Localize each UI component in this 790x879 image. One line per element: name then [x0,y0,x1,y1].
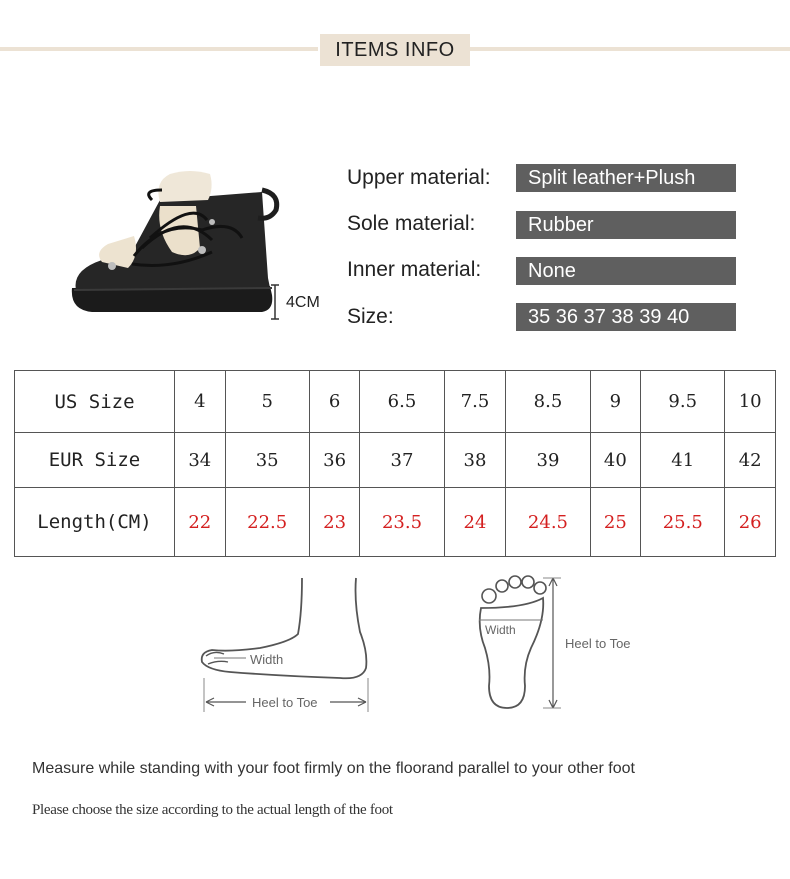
table-cell: 8.5 [506,371,590,433]
table-cell: 40 [590,433,641,488]
sole-length-label: Heel to Toe [565,636,631,651]
table-cell: 42 [725,433,776,488]
table-cell: 23.5 [360,488,444,557]
table-cell: 23 [309,488,360,557]
table-cell: 4 [175,371,226,433]
table-cell: 24.5 [506,488,590,557]
heel-height-label: 4CM [286,294,320,311]
size-chart-table [14,370,776,557]
header-line-left [0,47,318,51]
row-header-length: Length(CM) [15,488,175,557]
spec-value-upper: Split leather+Plush [516,164,736,192]
table-cell: 39 [506,433,590,488]
spec-label-sole: Sole material: [347,212,476,235]
table-cell: 41 [641,433,725,488]
table-cell: 36 [309,433,360,488]
table-cell: 5 [225,371,309,433]
foot-sole-diagram [455,568,665,718]
table-cell: 25 [590,488,641,557]
row-header-us: US Size [15,371,175,433]
row-header-eur: EUR Size [15,433,175,488]
boot-image [62,160,292,330]
measure-instruction: Measure while standing with your foot firmly on the floorand parallel to your other foot [32,760,635,777]
side-length-label: Heel to Toe [252,695,318,710]
table-cell: 6.5 [360,371,444,433]
table-cell: 9.5 [641,371,725,433]
table-cell: 38 [444,433,506,488]
table-cell: 10 [725,371,776,433]
header-line-right [470,47,790,51]
spec-label-size: Size: [347,305,394,328]
table-cell: 24 [444,488,506,557]
header-title: ITEMS INFO [320,34,470,66]
table-cell: 9 [590,371,641,433]
table-cell: 7.5 [444,371,506,433]
spec-value-sole: Rubber [516,211,736,239]
table-cell: 6 [309,371,360,433]
spec-label-upper: Upper material: [347,166,491,189]
table-cell: 26 [725,488,776,557]
foot-side-diagram [190,572,390,722]
spec-value-size: 35 36 37 38 39 40 [516,303,736,331]
table-row [15,488,776,557]
table-cell: 25.5 [641,488,725,557]
table-cell: 35 [225,433,309,488]
table-cell: 34 [175,433,226,488]
table-cell: 37 [360,433,444,488]
table-cell: 22.5 [225,488,309,557]
sole-width-label: Width [485,623,516,637]
table-row [15,371,776,433]
spec-label-inner: Inner material: [347,258,482,281]
table-row [15,433,776,488]
height-marker [270,284,280,320]
size-instruction: Please choose the size according to the actual length of the foot [32,802,393,818]
table-cell: 22 [175,488,226,557]
side-width-label: Width [250,652,284,667]
spec-value-inner: None [516,257,736,285]
